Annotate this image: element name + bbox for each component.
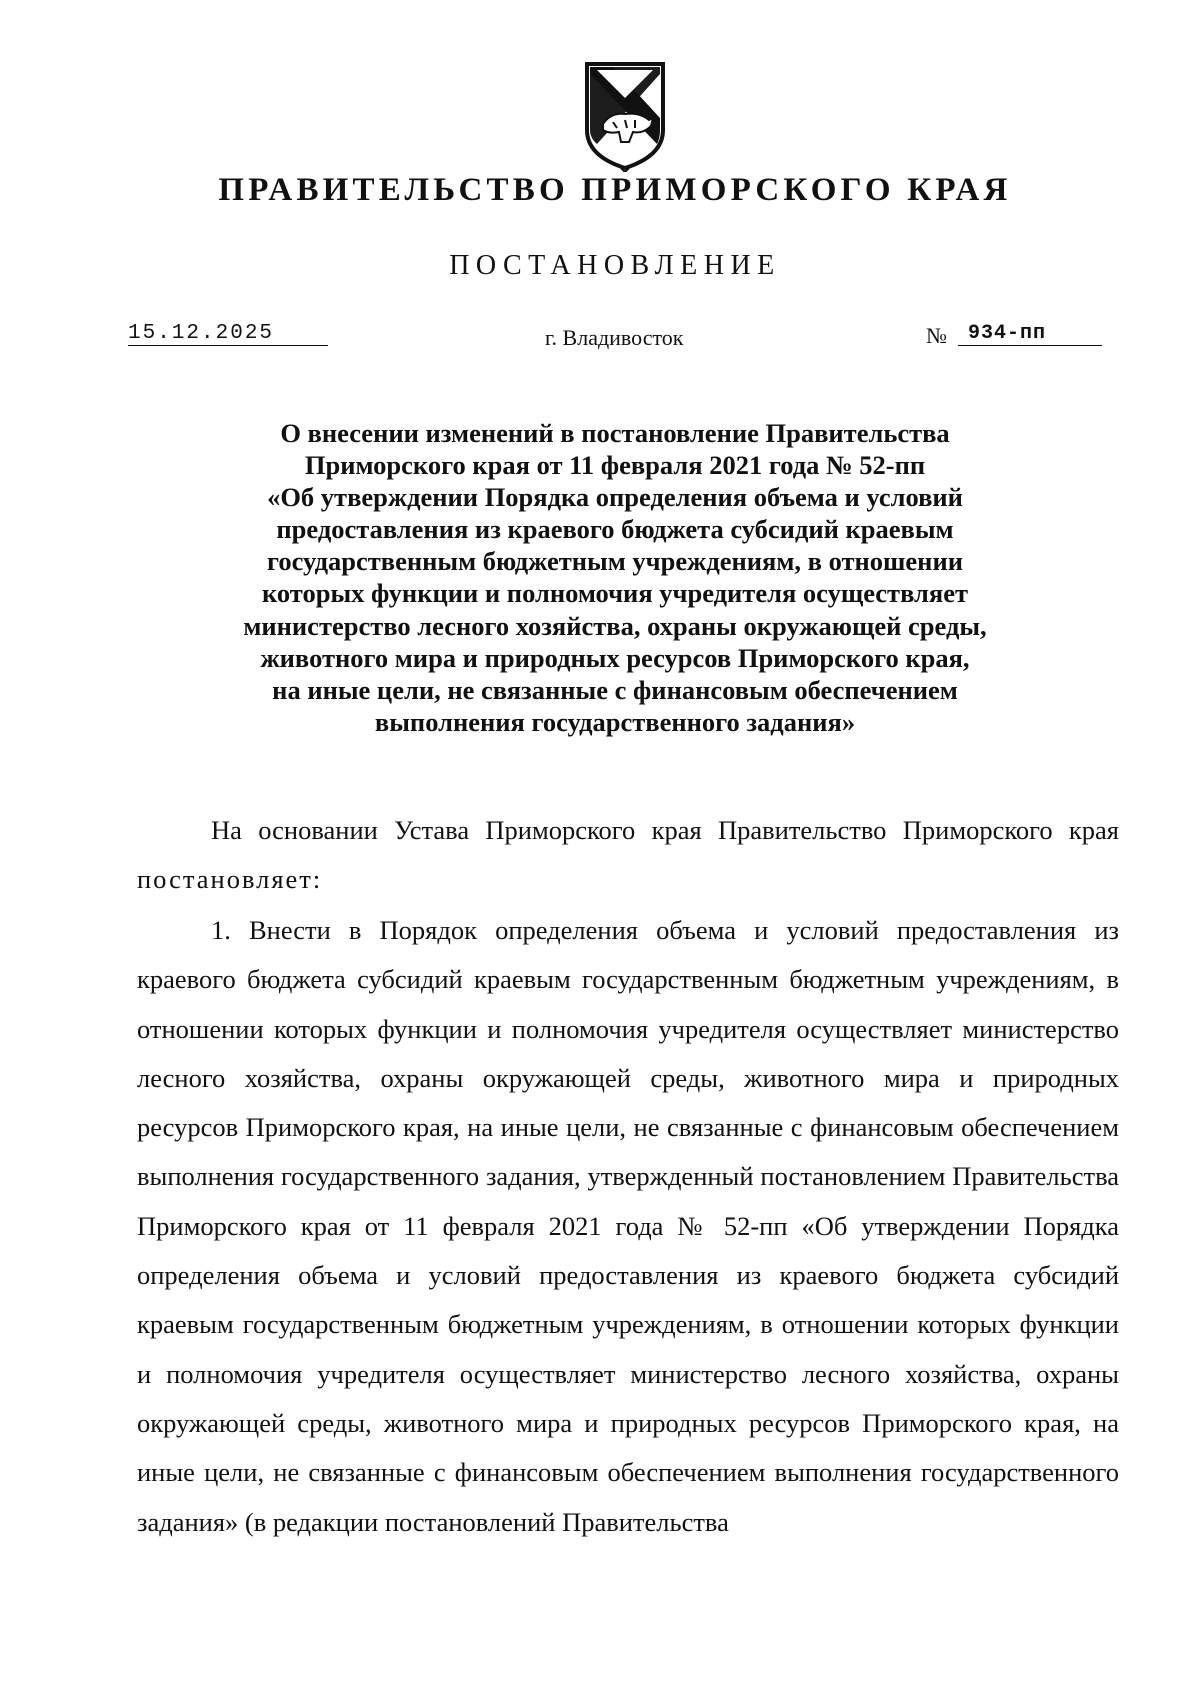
item-1-paragraph: 1. Внести в Порядок определения объема и условий предоставления из краевого бюджета субсидий краевым государственным бюджетным учреждениям, в отношении которых функции и полномочия учредителя осуществляет министерство лесного хозяйства, охраны окружающей среды, животного мира и природных ресурсов Приморского края, на иные цели, не связанные с финансовым обеспечением выполнения государственного задания, утвержденный постановлением Правительства Приморского края от 11 февраля 2021 года № 52-пп «Об утверждении Порядка определения объема и условий предоставления из краевого бюджета субсидий краевым государственным бюджетным учреждениям, в отношении которых функции и полномочия учредителя осуществляет министерство лесного хозяйства, охраны окружающей среды, животного мира и природных ресурсов Приморского края, на иные цели, не связанные с финансовым обеспечением выполнения государственного задания» (в редакции постановлений Правительства <box>137 915 1119 1537</box>
organization-title: ПРАВИТЕЛЬСТВО ПРИМОРСКОГО КРАЯ <box>218 172 1012 208</box>
heading-line: государственным бюджетным учреждениям, в отношении <box>266 546 963 577</box>
heading-line: предоставления из краевого бюджета субсидий краевым <box>276 514 954 545</box>
heading-line: животного мира и природных ресурсов Приморского края, <box>260 642 970 673</box>
heading-line: министерство лесного хозяйства, охраны окружающей среды, <box>243 610 987 641</box>
heading-line: О внесении изменений в постановление Правительства <box>280 418 950 448</box>
document-type: ПОСТАНОВЛЕНИЕ <box>449 250 781 281</box>
heading-line: выполнения государственного задания» <box>374 706 856 737</box>
document-date: 15.12.2025 <box>128 322 328 346</box>
heading-line: «Об утверждении Порядка определения объема и условий <box>267 482 963 513</box>
heading-line: на иные цели, не связанные с финансовым обеспечением <box>272 674 958 705</box>
document-number: 934-пп <box>958 322 1102 346</box>
intro-verb: постановляет: <box>137 864 323 895</box>
document-city: г. Владивосток <box>545 325 684 350</box>
number-label: № <box>926 323 947 348</box>
document-heading <box>170 417 1060 738</box>
heading-line: Приморского края от 11 февраля 2021 года № 52-пп <box>304 450 926 481</box>
coat-of-arms-icon <box>573 60 677 172</box>
intro-paragraph <box>137 806 1119 905</box>
intro-text: На основании Устава Приморского края Правительство Приморского края <box>211 815 1119 845</box>
heading-line: которых функции и полномочия учредителя осуществляет <box>261 578 969 609</box>
